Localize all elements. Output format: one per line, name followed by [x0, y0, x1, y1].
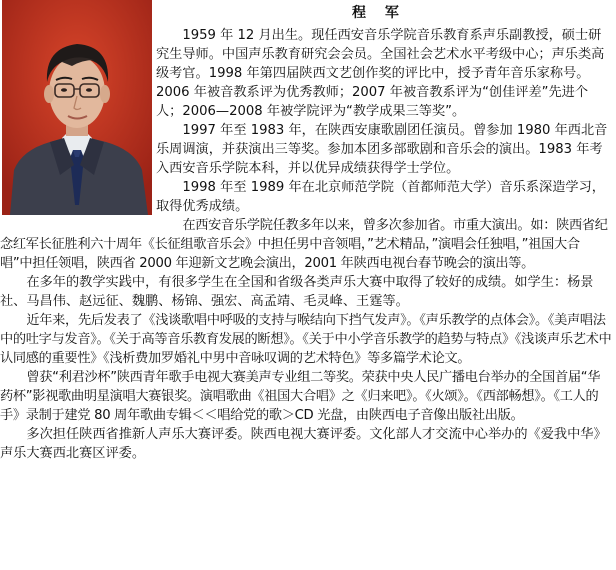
bio-paragraph: 在多年的教学实践中，有很多学生在全国和省级各类声乐大赛中取得了较好的成绩。如学生：杨景社、马昌伟、赵远征、魏鹏、杨锦、强宏、高孟靖、毛灵峰、王霆等。 — [0, 275, 594, 309]
biography-text — [0, 26, 612, 463]
bio-paragraph: 近年来，先后发表了《浅谈歌唱中呼吸的支持与喉结向下挡气发声》。《声乐教学的点体会》。《美声唱法中的吐字与发音》。《关于高等音乐教育发展的断想》。《关于中小学音乐教学的趋势与特点》《浅谈声乐艺术中认同感的重要性》《浅析费加罗婚礼中男中音咏叹调的艺术特色》等多篇学术论文。 — [0, 313, 612, 366]
bio-paragraph: 在西安音乐学院任教多年以来，曾多次参加省。市重大演出。如：陕西省纪念红军长征胜利六十周年《长征组歌音乐会》中担任男中音领唱，”艺术精品，”演唱会任独唱，”祖国大合唱”中担任领唱，陕西省 2000 年迎新文艺晚会演出，2001 年陕西电视台春节晚会的演出等。 — [0, 218, 608, 271]
person-name-heading: 程 军 — [352, 5, 406, 21]
bio-paragraph: 1959 年 12 月出生。现任西安音乐学院音乐教育系声乐副教授，硕士研究生导师。中国声乐教育研究会会员。全国社会艺术水平考级中心；声乐类高级考官。1998 年第四届陕西文艺创作奖的评比中，授予青年音乐家称号。2006 年被音教系评为优秀教师；2007 年被音教系评为“创佳评差”先进个人；2006—2008 年被学院评为“教学成果三等奖”。 — [156, 28, 605, 119]
bio-paragraph: 曾获“利君沙杯”陕西青年歌手电视大赛美声专业组二等奖。荣获中央人民广播电台举办的全国首届“华药杯”影视歌曲明星演唱大赛银奖。演唱歌曲《祖国大合唱》之《归来吧》。《火颂》。《西部畅想》。《工人的手》录制于建党 80 周年歌曲专辑＜＜唱给党的歌＞CD 光盘，由陕西电子音像出版社出版。 — [0, 370, 601, 423]
bio-paragraph: 1997 年至 1983 年，在陕西安康歌剧团任演员。曾参加 1980 年西北音乐周调演，并获演出三等奖。参加本团多部歌剧和音乐会的演出。1983 年考入西安音乐学院本科，并以优异成绩获得学士学位。 — [156, 123, 608, 176]
bio-paragraph: 多次担任陕西省推新人声乐大赛评委。陕西电视大赛评委。文化部人才交流中心举办的《爱我中华》声乐大赛西北赛区评委。 — [0, 427, 607, 461]
bio-paragraph: 1998 年至 1989 年在北京师范学院（首都师范大学）音乐系深造学习，取得优秀成绩。 — [156, 180, 605, 214]
photo-spacer — [0, 26, 156, 220]
